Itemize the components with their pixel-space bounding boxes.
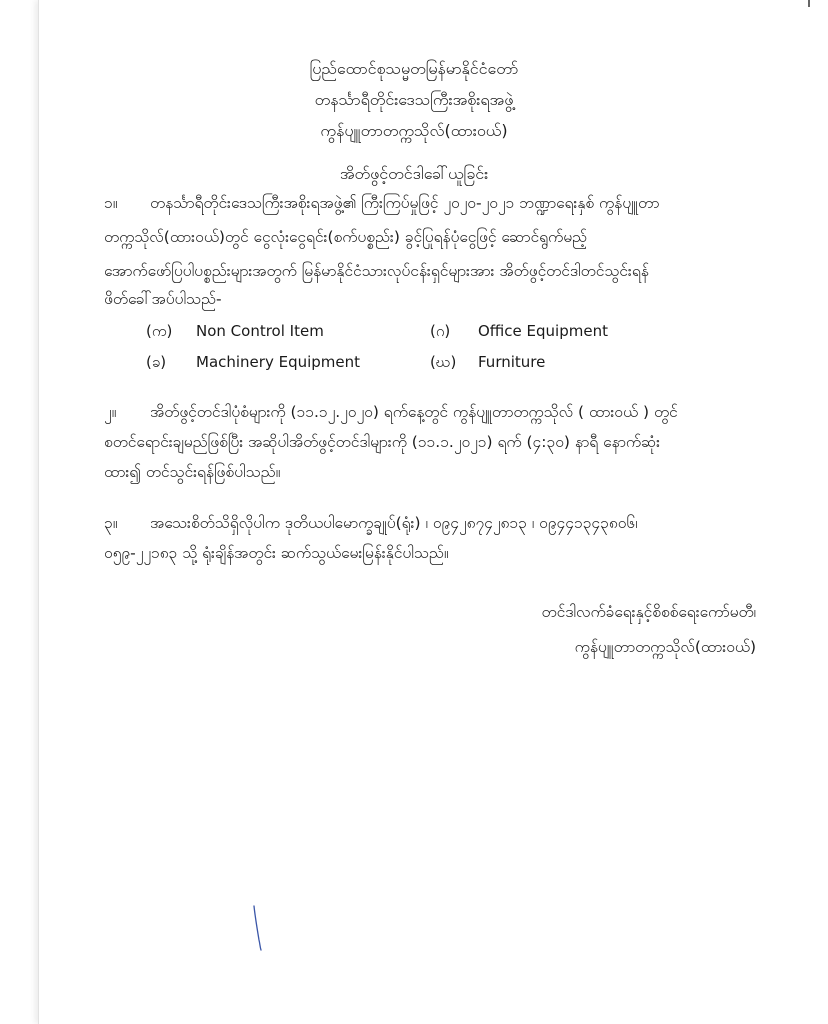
section3-number: ၃။ [104,514,118,532]
section2-number: ၂။ [104,403,117,421]
signature-university: ကွန်ပျူတာတက္ကသိုလ်(ထားဝယ်) [574,638,756,656]
section1-line3: အောက်ဖော်ပြပါပစ္စည်းများအတွက် မြန်မာနိုင်ငံသားလုပ်ငန်းရှင်များအား အိတ်ဖွင့်တင်ဒါတင်သွင်းရန် [104,262,649,280]
section2-line3: ထား၍ တင်သွင်းရန်ဖြစ်ပါသည်။ [104,463,281,481]
item-label: Furniture [478,353,546,371]
item-marker: (ဂ) [430,322,451,340]
pen-mark-icon [250,904,264,952]
document-title: အိတ်ဖွင့်တင်ဒါခေါ်ယူခြင်း [339,164,489,183]
item-label: Machinery Equipment [196,353,361,371]
section3-line1: အသေးစိတ်သိရှိလိုပါက ဒုတိယပါမောက္ခချုပ်(ရုံး) ၊ ၀၉၄၂၈၇၄၂၈၁၃ ၊ ၀၉၄၄၁၃၄၃၈၀၆၊ [150,514,638,532]
item-marker: (ဃ) [430,353,457,371]
item-marker: (ခ) [146,353,167,371]
item-label: Office Equipment [478,322,608,340]
section1-line2: တက္ကသိုလ်(ထားဝယ်)တွင် ငွေလုံးငွေရင်း(စက်ပစ္စည်း) ခွင့်ပြုရန်ပုံငွေဖြင့် ဆောင်ရွက်မည့် [104,228,588,246]
section2-line2: စတင်ရောင်းချမည်ဖြစ်ပြီး အဆိုပါအိတ်ဖွင့်တင်ဒါများကို (၁၁.၁.၂၀၂၁) ရက် (၄:၃၀) နာရီ နောက်ဆုံး [104,433,661,451]
section2-line1: အိတ်ဖွင့်တင်ဒါပုံစံများကို (၁၁.၁၂.၂၀၂၀) ရက်နေ့တွင် ကွန်ပျူတာတက္ကသိုလ် ( ထားဝယ် ) တွင် [150,403,678,421]
section1-number: ၁။ [104,194,118,212]
header-university: ကွန်ပျူတာတက္ကသိုလ်(ထားဝယ်) [320,121,508,140]
section1-line4: ဖိတ်ခေါ်အပ်ပါသည်- [104,290,222,308]
section3-line2: ၀၅၉-၂၂၁၈၃ သို့ ရုံးချိန်အတွင်း ဆက်သွယ်မေးမြန်းနိုင်ပါသည်။ [104,544,449,562]
page-corner-mark [808,0,810,7]
signature-committee: တင်ဒါလက်ခံရေးနှင့်စိစစ်ရေးကော်မတီ၊ [541,603,756,621]
item-label: Non Control Item [196,322,324,340]
header-government: တနင်္သာရီတိုင်းဒေသကြီးအစိုးရအဖွဲ့ [314,90,514,109]
header-country: ပြည်ထောင်စုသမ္မတမြန်မာနိုင်ငံတော် [309,59,519,78]
section1-line1: တနင်္သာရီတိုင်းဒေသကြီးအစိုးရအဖွဲ့၏ ကြီးကြပ်မှုဖြင့် ၂၀၂၀-၂၀၂၁ ဘဏ္ဍာရေးနှစ် ကွန်ပျူတာ [150,194,660,212]
item-marker: (က) [146,322,173,340]
